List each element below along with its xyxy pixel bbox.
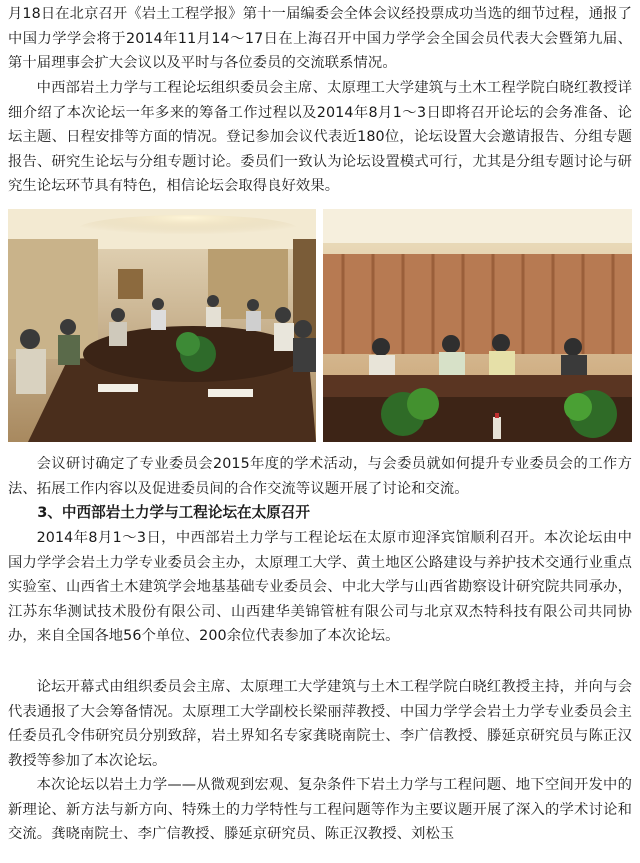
meeting-photo-right	[323, 209, 632, 442]
paragraph-3: 会议研讨确定了专业委员会2015年度的学术活动，与会委员就如何提升专业委员会的工作方法、拓展工作内容以及促进委员间的合作交流等议题开展了讨论和交流。	[8, 456, 632, 497]
section-heading-3: 3、中西部岩土力学与工程论坛在太原召开	[37, 504, 311, 521]
paragraph-1: 月18日在北京召开《岩土工程学报》第十一届编委会全体会议经投票成功当选的细节过程，通报了中国力学学会将于2014年11月14～17日在上海召开中国力学学会全国会员代表大会暨第九届、第十届理事会扩大会议以及平时与各位委员的交流联系情况。	[8, 6, 632, 71]
paragraph-5: 论坛开幕式由组织委员会主席、太原理工大学建筑与土木工程学院白晓红教授主持，并向与会代表通报了大会筹备情况。太原理工大学副校长梁丽萍教授、中国力学学会岩土力学专业委员会主任委员孔令伟研究员分别致辞，岩土界知名专家龚晓南院士、李广信教授、滕延京研究员与陈正汉教授等参加了本次论坛。	[8, 679, 632, 769]
paragraph-2: 中西部岩土力学与工程论坛组织委员会主席、太原理工大学建筑与土木工程学院白晓红教授详细介绍了本次论坛一年多来的筹备工作过程以及2014年8月1～3日即将召开论坛的会务准备、论坛主题、日程安排等方面的情况。登记参加会议代表近180位，论坛设置大会邀请报告、分组专题报告、研究生论坛与分组专题讨论。委员们一致认为论坛设置模式可行，尤其是分组专题讨论与研究生论坛环节具有特色，相信论坛会取得良好效果。	[8, 80, 632, 194]
paragraph-4: 2014年8月1～3日，中西部岩土力学与工程论坛在太原市迎泽宾馆顺利召开。本次论坛由中国力学学会岩土力学专业委员会主办，太原理工大学、黄土地区公路建设与养护技术交通行业重点实验室、山西省土木建筑学会地基基础专业委员会、中北大学与山西省勘察设计研究院共同承办，江苏东华测试技术股份有限公司、山西建华美锦管桩有限公司与北京双杰特科技有限公司共同协办，来自全国各地56个单位、200余位代表参加了本次论坛。	[8, 530, 632, 644]
meeting-photo-left	[8, 209, 316, 442]
paragraph-6: 本次论坛以岩土力学——从微观到宏观、复杂条件下岩土力学与工程问题、地下空间开发中的新理论、新方法与新方向、特殊土的力学特性与工程问题等作为主要议题开展了深入的学术讨论和交流。龚晓南院士、李广信教授、滕延京研究员、陈正汉教授、刘松玉	[8, 777, 632, 842]
